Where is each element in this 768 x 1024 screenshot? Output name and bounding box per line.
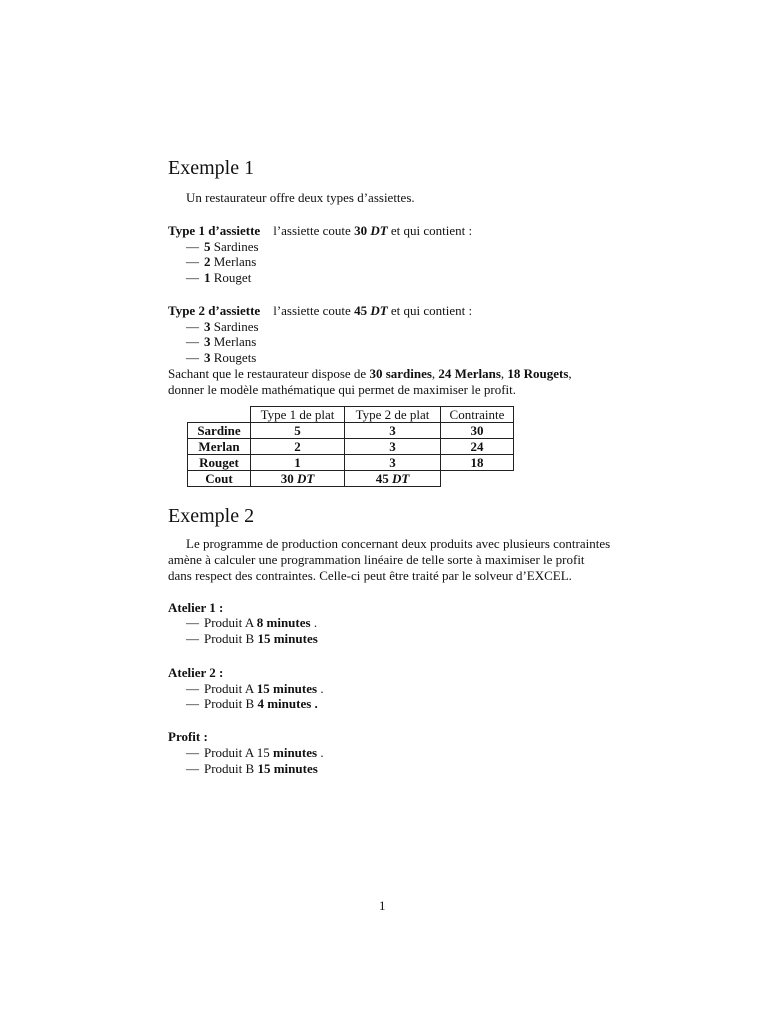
data-table bbox=[187, 406, 514, 487]
paragraph-line: dans respect des contraintes. Celle-ci peut être traité par le solveur d’EXCEL. bbox=[168, 568, 572, 583]
list-item bbox=[186, 631, 318, 647]
table-cell: 3 bbox=[345, 423, 441, 439]
dash: — bbox=[186, 270, 199, 285]
comma: , bbox=[431, 366, 436, 381]
merlans-total: 24 Merlans bbox=[438, 366, 501, 381]
duration-value: 15 bbox=[257, 761, 271, 776]
duration-unit: minutes bbox=[273, 745, 318, 760]
duration-unit: minutes bbox=[273, 761, 318, 776]
item-name: Sardines bbox=[213, 239, 259, 254]
sardines-total: 30 sardines bbox=[369, 366, 432, 381]
type-1-line bbox=[168, 223, 472, 239]
table-cell: 18 bbox=[441, 455, 514, 471]
dash: — bbox=[186, 696, 199, 711]
sachant-line-1 bbox=[168, 366, 572, 382]
sachant-text: Sachant que le restaurateur dispose de bbox=[168, 366, 367, 381]
cost-unit: DT bbox=[391, 471, 410, 486]
table-header: Type 1 de plat bbox=[251, 407, 345, 423]
type-1-label: Type 1 d’assiette bbox=[168, 223, 261, 238]
list-item bbox=[186, 239, 259, 255]
item-name: Merlans bbox=[213, 334, 257, 349]
item-name: Merlans bbox=[213, 254, 257, 269]
item-name: Rougets bbox=[213, 350, 257, 365]
table-row bbox=[188, 439, 514, 455]
dash: — bbox=[186, 319, 199, 334]
type-1-price: 30 bbox=[354, 223, 368, 238]
type-2-price: 45 bbox=[354, 303, 368, 318]
list-item bbox=[186, 696, 318, 712]
product-name: Produit A bbox=[204, 681, 254, 696]
list-item bbox=[186, 350, 256, 366]
dash: — bbox=[186, 350, 199, 365]
product-name: Produit B bbox=[204, 631, 255, 646]
duration-value: 4 bbox=[257, 696, 264, 711]
dash: — bbox=[186, 254, 199, 269]
list-item bbox=[186, 254, 256, 270]
table-cell: 24 bbox=[441, 439, 514, 455]
item-name: Rouget bbox=[213, 270, 252, 285]
duration-value: 15 bbox=[256, 745, 270, 760]
section-title: Atelier 2 : bbox=[168, 665, 224, 680]
product-name: Produit B bbox=[204, 761, 255, 776]
cost-value: 45 bbox=[375, 471, 389, 486]
trailing-dot: . bbox=[317, 745, 324, 760]
row-label: Rouget bbox=[188, 455, 251, 471]
item-count: 1 bbox=[204, 270, 211, 285]
item-count: 5 bbox=[204, 239, 211, 254]
type-1-desc-b: et qui contient : bbox=[390, 223, 473, 238]
table-header: Type 2 de plat bbox=[345, 407, 441, 423]
dash: — bbox=[186, 681, 199, 696]
cost-unit: DT bbox=[296, 471, 315, 486]
exemple-1-title: Exemple 1 bbox=[168, 157, 255, 179]
table-cell: 3 bbox=[345, 455, 441, 471]
product-name: Produit A bbox=[204, 745, 254, 760]
duration-unit: minutes bbox=[273, 631, 318, 646]
section-title: Profit : bbox=[168, 729, 208, 744]
paragraph-line: Le programme de production concernant deux produits avec plusieurs contraintes bbox=[186, 536, 611, 551]
table-cell-empty bbox=[441, 471, 514, 487]
duration-value: 15 bbox=[257, 631, 271, 646]
type-2-line bbox=[168, 303, 472, 319]
page-number: 1 bbox=[379, 898, 386, 913]
item-count: 3 bbox=[204, 334, 211, 349]
item-count: 3 bbox=[204, 319, 211, 334]
atelier-1-title bbox=[168, 600, 223, 616]
table-cell bbox=[345, 471, 441, 487]
table-corner bbox=[188, 407, 251, 423]
duration-value: 15 bbox=[256, 681, 270, 696]
item-count: 2 bbox=[204, 254, 211, 269]
cost-value: 30 bbox=[280, 471, 294, 486]
section-title: Atelier 1 : bbox=[168, 600, 224, 615]
trailing-dot: . bbox=[310, 615, 318, 630]
table-cell: 1 bbox=[251, 455, 345, 471]
table-row bbox=[188, 471, 514, 487]
table-cell bbox=[251, 471, 345, 487]
exemple-2-title: Exemple 2 bbox=[168, 505, 255, 527]
table-header: Contrainte bbox=[441, 407, 514, 423]
list-item bbox=[186, 681, 324, 697]
atelier-2-title bbox=[168, 665, 223, 681]
item-count: 3 bbox=[204, 350, 211, 365]
row-label: Merlan bbox=[188, 439, 251, 455]
item-name: Sardines bbox=[213, 319, 259, 334]
type-2-desc-b: et qui contient : bbox=[390, 303, 473, 318]
comma: , bbox=[500, 366, 505, 381]
duration-unit: minutes bbox=[266, 615, 311, 630]
dash: — bbox=[186, 745, 199, 760]
table-row bbox=[188, 455, 514, 471]
dash: — bbox=[186, 239, 199, 254]
table-cell: 2 bbox=[251, 439, 345, 455]
list-item bbox=[186, 334, 256, 350]
type-2-desc-a: l’assiette coute bbox=[273, 303, 351, 318]
duration-unit: minutes bbox=[273, 681, 318, 696]
trailing-dot: . bbox=[317, 681, 324, 696]
rougets-total: 18 Rougets bbox=[507, 366, 569, 381]
duration-unit: minutes . bbox=[267, 696, 318, 711]
table-header-row bbox=[188, 407, 514, 423]
comma: , bbox=[568, 366, 572, 381]
paragraph-line: amène à calculer une programmation linéaire de telle sorte à maximiser le profit bbox=[168, 552, 585, 567]
type-2-label: Type 2 d’assiette bbox=[168, 303, 261, 318]
list-item bbox=[186, 319, 259, 335]
row-label: Sardine bbox=[188, 423, 251, 439]
table-cell: 3 bbox=[345, 439, 441, 455]
type-2-unit: DT bbox=[370, 303, 388, 318]
dash: — bbox=[186, 631, 199, 646]
table-cell: 30 bbox=[441, 423, 514, 439]
product-name: Produit A bbox=[204, 615, 254, 630]
type-1-desc-a: l’assiette coute bbox=[273, 223, 351, 238]
list-item bbox=[186, 270, 251, 286]
sachant-line-2: donner le modèle mathématique qui permet de maximiser le profit. bbox=[168, 382, 516, 397]
type-1-unit: DT bbox=[370, 223, 388, 238]
profit-title bbox=[168, 729, 208, 745]
exemple-1-intro: Un restaurateur offre deux types d’assiettes. bbox=[186, 190, 415, 205]
row-label: Cout bbox=[188, 471, 251, 487]
list-item bbox=[186, 745, 324, 761]
dash: — bbox=[186, 615, 199, 630]
dash: — bbox=[186, 761, 199, 776]
product-name: Produit B bbox=[204, 696, 255, 711]
list-item bbox=[186, 615, 317, 631]
dash: — bbox=[186, 334, 199, 349]
table-cell: 5 bbox=[251, 423, 345, 439]
list-item bbox=[186, 761, 318, 777]
table-row bbox=[188, 423, 514, 439]
duration-value: 8 bbox=[256, 615, 264, 630]
